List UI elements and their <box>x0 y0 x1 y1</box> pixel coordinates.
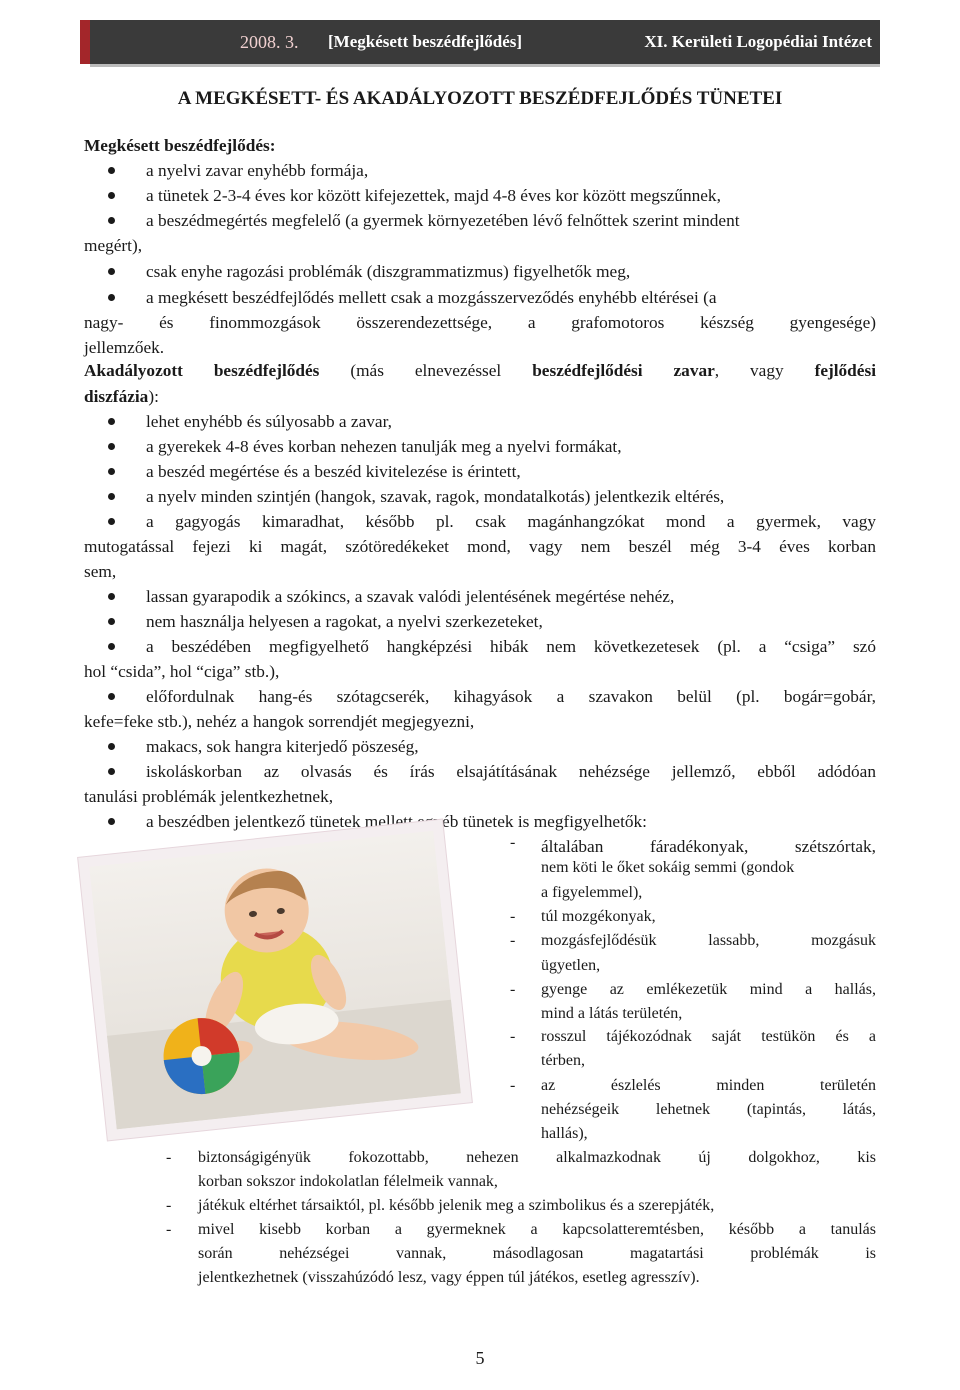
list-item: a gagyogás kimaradhat, később pl. csak magánhangzókat mond a gyermek, vagy <box>84 509 876 534</box>
bullet-icon <box>108 167 115 174</box>
list-item-continuation: hol “csida”, hol “ciga” stb.), <box>84 662 280 681</box>
bullet-icon <box>108 818 115 825</box>
list-item-continuation: jellemzőek. <box>84 338 165 357</box>
bullet-icon <box>108 518 115 525</box>
list-item: iskoláskorban az olvasás és írás elsajátításának nehézsége jellemző, ebből adódóan <box>84 759 876 784</box>
list-item: a beszédében megfigyelhető hangképzési hibák nem következetesek (pl. a “csiga” szó <box>84 634 876 659</box>
list-item: a megkésett beszédfejlődés mellett csak a mozgásszerveződés enyhébb eltérései (a <box>84 285 876 310</box>
bullet-icon <box>108 493 115 500</box>
list-item: előfordulnak hang-és szótagcserék, kihagyások a szavakon belül (pl. bogár=gobár, <box>84 684 876 709</box>
page-title: A MEGKÉSETT- ÉS AKADÁLYOZOTT BESZÉDFEJLŐDÉS TÜNETEI <box>177 88 783 109</box>
section2-heading-continuation: diszfázia): <box>84 387 159 406</box>
bullet-icon <box>108 693 115 700</box>
bullet-icon <box>108 618 115 625</box>
dash-item-continuation: jelentkezhetnek (visszahúzódó lesz, vagy éppen túl játékos, esetleg agresszív). <box>198 1269 700 1286</box>
header-topic: [Megkésett beszédfejlődés] <box>328 32 523 51</box>
page-number: 5 <box>475 1348 485 1368</box>
list-item: a beszédben jelentkező tünetek mellett egyéb tünetek is megfigyelhetők: <box>84 809 876 834</box>
list-item-continuation: sem, <box>84 562 117 581</box>
dash-item-continuation: hallás), <box>541 1125 588 1142</box>
baby-photo <box>78 820 472 1141</box>
bullet-icon <box>108 643 115 650</box>
header-institute: XI. Kerületi Logopédiai Intézet <box>644 32 872 51</box>
bullet-icon <box>108 468 115 475</box>
list-item: makacs, sok hangra kiterjedő pöszeség, <box>84 734 876 759</box>
list-item-continuation: nagy- és finommozgások összerendezettsége, a grafomotoros készség gyengesége) <box>84 313 876 332</box>
list-item: a beszéd megértése és a beszéd kivitelezése is érintett, <box>84 459 876 484</box>
list-item: lehet enyhébb és súlyosabb a zavar, <box>84 409 876 434</box>
dash-item-continuation: során nehézségei vannak, másodlagosan magatartási problémák is <box>198 1245 876 1262</box>
bullet-icon <box>108 217 115 224</box>
bullet-icon <box>108 418 115 425</box>
dash-item-continuation: mind a látás területén, <box>541 1005 683 1022</box>
list-item: lassan gyarapodik a szókincs, a szavak valódi jelentésének megértése nehéz, <box>84 584 876 609</box>
dash-item-continuation: térben, <box>541 1052 585 1069</box>
dash-item-continuation: nehézségeik lehetnek (tapintás, látás, <box>541 1101 876 1118</box>
header-accent <box>80 20 90 64</box>
dash-item-continuation: ügyetlen, <box>541 957 601 974</box>
list-item-continuation: mutogatással fejezi ki magát, szótöredékeket mond, vagy nem beszél még 3-4 éves korban <box>84 537 876 556</box>
list-item: a beszédmegértés megfelelő (a gyermek környezetében lévő felnőttek szerint mindent <box>84 208 876 233</box>
list-item: nem használja helyesen a ragokat, a nyelvi szerkezeteket, <box>84 609 876 634</box>
baby-with-ball-illustration <box>89 831 461 1130</box>
bullet-icon <box>108 768 115 775</box>
bullet-icon <box>108 268 115 275</box>
dash-item-continuation: korban sokszor indokolatlan félelmeik vannak, <box>198 1173 498 1190</box>
bullet-icon <box>108 593 115 600</box>
list-item: a nyelvi zavar enyhébb formája, <box>84 158 876 183</box>
list-item: a nyelv minden szintjén (hangok, szavak, ragok, mondatalkotás) jelentkezik eltérés, <box>84 484 876 509</box>
bullet-icon <box>108 443 115 450</box>
dash-item-continuation: nem köti le őket sokáig semmi (gondok <box>541 859 795 876</box>
list-item: csak enyhe ragozási problémák (diszgrammatizmus) figyelhetők meg, <box>84 259 876 284</box>
list-item: a tünetek 2-3-4 éves kor között kifejezettek, majd 4-8 éves kor között megszűnnek, <box>84 183 876 208</box>
list-item-continuation: kefe=feke stb.), nehéz a hangok sorrendjét megjegyezni, <box>84 712 475 731</box>
bullet-icon <box>108 192 115 199</box>
section1-heading: Megkésett beszédfejlődés: <box>84 136 276 155</box>
list-item-continuation: megért), <box>84 236 143 255</box>
bullet-icon <box>108 294 115 301</box>
list-item: a gyerekek 4-8 éves korban nehezen tanulják meg a nyelvi formákat, <box>84 434 876 459</box>
list-item-continuation: tanulási problémák jelentkezhetnek, <box>84 787 334 806</box>
header-date: 2008. 3. <box>240 32 299 52</box>
bullet-icon <box>108 743 115 750</box>
dash-item-continuation: a figyelemmel), <box>541 884 643 901</box>
section2-heading: Akadályozott beszédfejlődés (más elnevezéssel beszédfejlődési zavar, vagy fejlődési <box>84 361 876 380</box>
page-header <box>80 20 880 68</box>
